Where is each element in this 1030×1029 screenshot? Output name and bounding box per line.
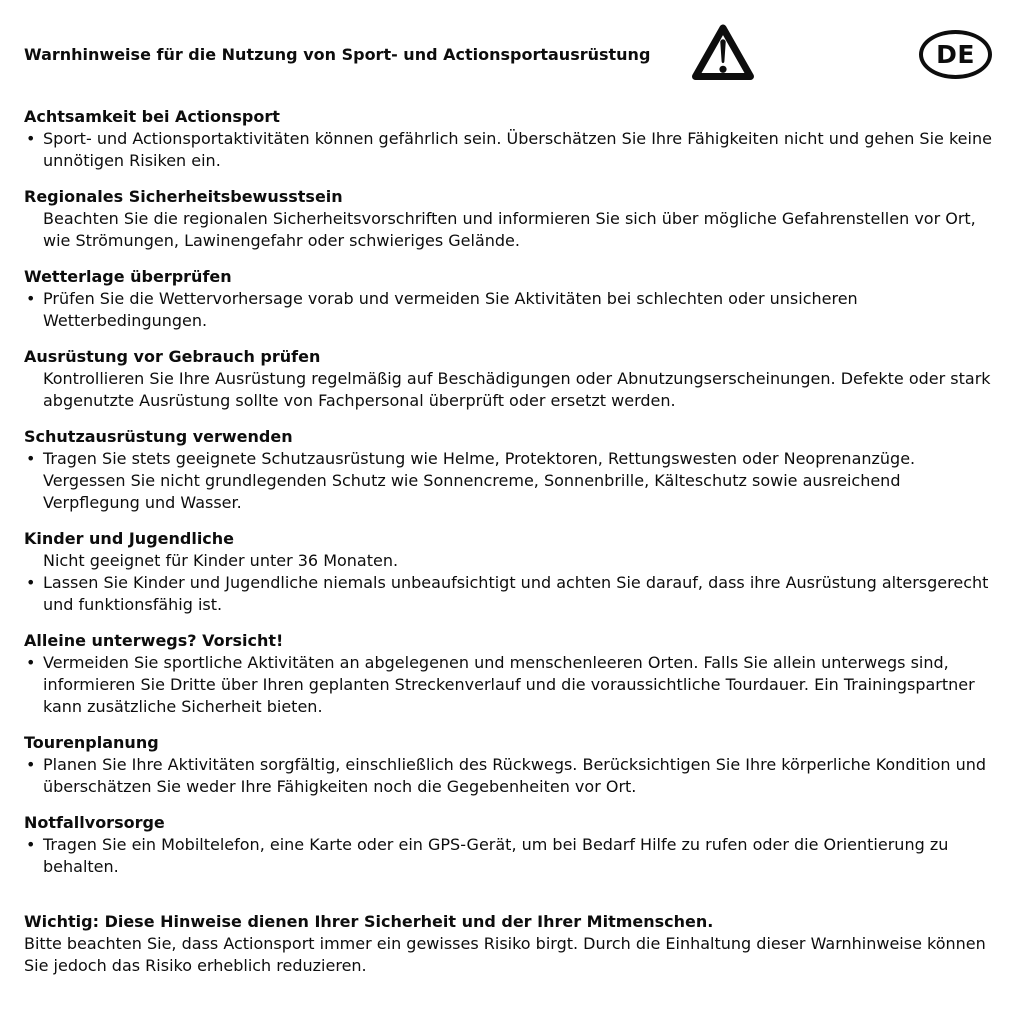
important-note [0, 911, 1030, 977]
item-text: Kontrollieren Sie Ihre Ausrüstung regelmäßig auf Beschädigungen oder Abnutzungserscheinungen. Defekte oder stark abgenutzte Ausrüstung sollte von Fachpersonal überprüft oder ersetzt werden. [43, 369, 991, 410]
section-heading: Tourenplanung [24, 733, 159, 752]
section-wetterlage-ueberpruefen [24, 266, 1001, 332]
section-tourenplanung [24, 732, 1001, 798]
section-ausruestung-vor-gebrauch-pruefen [24, 346, 1001, 412]
list-item [24, 572, 1001, 616]
section-alleine-unterwegs-vorsicht [24, 630, 1001, 718]
list-item [24, 754, 1001, 798]
item-text: Sport- und Actionsportaktivitäten können gefährlich sein. Überschätzen Sie Ihre Fähigkeiten nicht und gehen Sie keine unnötigen Risiken ein. [43, 129, 992, 170]
section-heading: Wetterlage überprüfen [24, 267, 232, 286]
list-item [24, 208, 1001, 252]
list-item [24, 288, 1001, 332]
important-note-heading: Wichtig: Diese Hinweise dienen Ihrer Sicherheit und der Ihrer Mitmenschen. [24, 912, 714, 931]
item-text: Prüfen Sie die Wettervorhersage vorab und vermeiden Sie Aktivitäten bei schlechten oder unsicheren Wetterbedingungen. [43, 289, 858, 330]
list-item [24, 128, 1001, 172]
list-item [24, 448, 1001, 514]
item-text: Beachten Sie die regionalen Sicherheitsvorschriften und informieren Sie sich über mögliche Gefahrenstellen vor Ort, wie Strömungen, Lawinengefahr oder schwieriges Gelände. [43, 209, 976, 250]
language-badge [919, 30, 992, 79]
page-title: Warnhinweise für die Nutzung von Sport- und Actionsportausrüstung [24, 45, 651, 64]
bullet-marker: • [26, 573, 36, 592]
section-achtsamkeit-bei-actionsport [24, 106, 1001, 172]
list-item [24, 550, 1001, 572]
item-text: Tragen Sie ein Mobiltelefon, eine Karte oder ein GPS-Gerät, um bei Bedarf Hilfe zu rufen oder die Orientierung zu behalten. [43, 835, 949, 876]
bullet-marker: • [26, 449, 36, 468]
warning-triangle-icon [690, 21, 756, 87]
item-text: Vermeiden Sie sportliche Aktivitäten an abgelegenen und menschenleeren Orten. Falls Sie allein unterwegs sind, informieren Sie Dritte über Ihren geplanten Streckenverlauf und die voraussichtliche Tourdauer. Ein Trainingspartner kann zusätzliche Sicherheit bieten. [43, 653, 975, 716]
document-header [0, 0, 1030, 106]
section-heading: Schutzausrüstung verwenden [24, 427, 293, 446]
item-text: Nicht geeignet für Kinder unter 36 Monaten. [43, 551, 399, 570]
important-note-body: Bitte beachten Sie, dass Actionsport immer ein gewisses Risiko birgt. Durch die Einhaltung dieser Warnhinweise können Sie jedoch das Risiko erheblich reduzieren. [24, 934, 986, 975]
warning-sections [0, 106, 1030, 878]
bullet-marker: • [26, 129, 36, 148]
list-item [24, 368, 1001, 412]
section-kinder-und-jugendliche [24, 528, 1001, 616]
section-heading: Kinder und Jugendliche [24, 529, 235, 548]
bullet-marker: • [26, 289, 36, 308]
item-text: Planen Sie Ihre Aktivitäten sorgfältig, einschließlich des Rückwegs. Berücksichtigen Sie Ihre körperliche Kondition und überschätzen Sie weder Ihre Fähigkeiten noch die Gegebenheiten vor Ort. [43, 755, 987, 796]
language-badge-label: DE [936, 39, 975, 69]
section-heading: Regionales Sicherheitsbewusstsein [24, 187, 343, 206]
section-heading: Ausrüstung vor Gebrauch prüfen [24, 347, 321, 366]
section-notfallvorsorge [24, 812, 1001, 878]
section-heading: Achtsamkeit bei Actionsport [24, 107, 280, 126]
item-text: Tragen Sie stets geeignete Schutzausrüstung wie Helme, Protektoren, Rettungswesten oder Neoprenanzüge. Vergessen Sie nicht grundlegenden Schutz wie Sonnencreme, Sonnenbrille, Kälteschutz sowie ausreichend Verpflegung und Wasser. [43, 449, 916, 512]
bullet-marker: • [26, 653, 36, 672]
bullet-marker: • [26, 835, 36, 854]
section-heading: Notfallvorsorge [24, 813, 165, 832]
section-heading: Alleine unterwegs? Vorsicht! [24, 631, 284, 650]
item-text: Lassen Sie Kinder und Jugendliche niemals unbeaufsichtigt und achten Sie darauf, dass ihre Ausrüstung altersgerecht und funktionsfähig ist. [43, 573, 989, 614]
list-item [24, 652, 1001, 718]
section-regionales-sicherheitsbewusstsein [24, 186, 1001, 252]
bullet-marker: • [26, 755, 36, 774]
list-item [24, 834, 1001, 878]
section-schutzausruestung-verwenden [24, 426, 1001, 514]
